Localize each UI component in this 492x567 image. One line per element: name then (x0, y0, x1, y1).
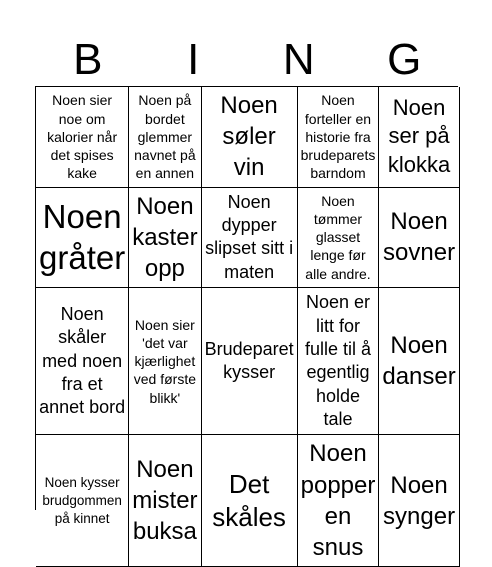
bingo-cell[interactable] (36, 188, 129, 289)
cell-text: Noen søler vin (220, 92, 278, 182)
cell-text: Noen synger (383, 471, 456, 530)
bingo-cell[interactable] (379, 87, 459, 188)
cell-text: Det skåles (212, 469, 286, 532)
cell-text: Noen sovner (383, 208, 456, 267)
bingo-cell[interactable] (129, 188, 201, 289)
bingo-cell[interactable] (36, 435, 129, 567)
bingo-header (35, 30, 457, 90)
cell-text: Brudeparet kysser (204, 338, 294, 383)
cell-text: Noen dypper slipset sitt i maten (205, 191, 294, 282)
cell-text: Noen sier 'det var kjærlighet ved første blikk' (133, 316, 196, 406)
bingo-cell[interactable] (202, 435, 298, 567)
bingo-cell[interactable] (379, 288, 459, 435)
header-letter-n: N (282, 35, 315, 84)
cell-text: Noen er litt for fulle til å egentlig holde tale (304, 292, 372, 430)
bingo-cell[interactable] (36, 288, 129, 435)
cell-text: Noen sier noe om kalorier når det spises kake (47, 92, 118, 182)
cell-text: Noen danser (382, 332, 456, 391)
bingo-cell[interactable] (298, 435, 380, 567)
bingo-cell[interactable] (129, 87, 201, 188)
cell-text: Noen gråter (39, 198, 126, 277)
cell-text: Noen forteller en historie fra brudeparets barndom (300, 92, 376, 182)
cell-text: Noen tømmer glasset lenge før alle andre. (305, 192, 371, 282)
bingo-cell[interactable] (202, 87, 298, 188)
bingo-cell[interactable] (36, 87, 129, 188)
cell-text: Noen mister buksa (132, 456, 198, 546)
bingo-cell[interactable] (202, 188, 298, 289)
cell-text: Noen på bordet glemmer navnet på en annen (134, 92, 196, 182)
header-letter-i: I (187, 35, 200, 84)
cell-text: Noen skåler med noen fra et annet bord (39, 303, 126, 418)
cell-text: Noen popper en snus (300, 440, 376, 562)
cell-text: Noen kaster opp (132, 192, 198, 282)
bingo-grid (35, 86, 458, 562)
bingo-cell[interactable] (129, 288, 201, 435)
header-letter-g: G (387, 35, 422, 84)
bingo-cell[interactable] (298, 188, 380, 289)
bingo-cell[interactable] (202, 288, 298, 435)
bingo-cell[interactable] (379, 188, 459, 289)
header-letter-b: B (73, 35, 103, 84)
cell-text: Noen kysser brudgommen på kinnet (42, 474, 122, 526)
cell-text: Noen ser på klokka (387, 94, 451, 178)
bingo-cell[interactable] (379, 435, 459, 567)
bingo-cell[interactable] (129, 435, 201, 567)
bingo-cell[interactable] (298, 288, 380, 435)
bingo-cell[interactable] (298, 87, 380, 188)
